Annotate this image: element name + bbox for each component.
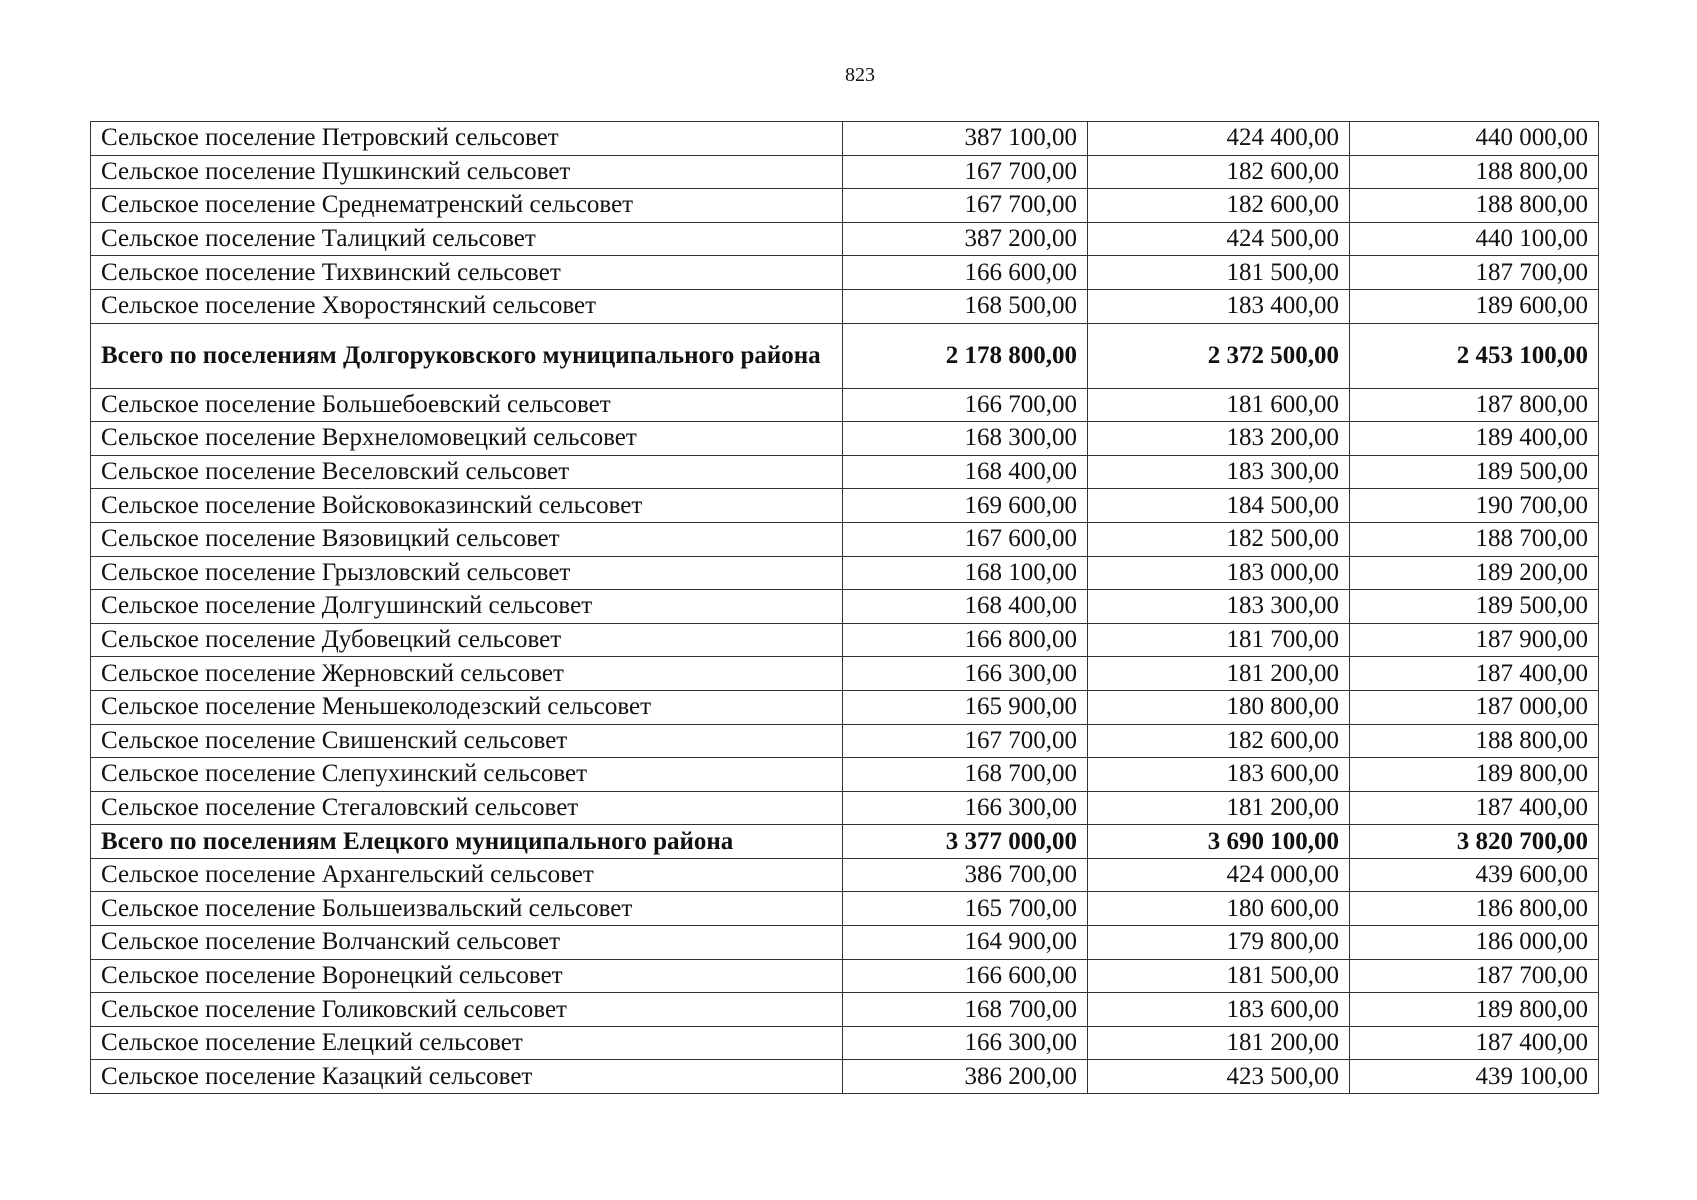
value-cell-1: 168 700,00 bbox=[843, 993, 1088, 1027]
settlement-name-cell: Сельское поселение Веселовский сельсовет bbox=[91, 455, 843, 489]
value-cell-3: 187 400,00 bbox=[1350, 657, 1599, 691]
value-cell-1: 166 600,00 bbox=[843, 959, 1088, 993]
value-cell-3: 187 700,00 bbox=[1350, 256, 1599, 290]
table-row bbox=[91, 256, 1599, 290]
table-row bbox=[91, 623, 1599, 657]
value-cell-3: 187 700,00 bbox=[1350, 959, 1599, 993]
table-row bbox=[91, 556, 1599, 590]
value-cell-1: 168 400,00 bbox=[843, 590, 1088, 624]
table-row bbox=[91, 758, 1599, 792]
table-row bbox=[91, 155, 1599, 189]
value-cell-1: 166 300,00 bbox=[843, 791, 1088, 825]
value-cell-1: 168 700,00 bbox=[843, 758, 1088, 792]
table-row bbox=[91, 455, 1599, 489]
value-cell-3: 186 800,00 bbox=[1350, 892, 1599, 926]
value-cell-3: 189 600,00 bbox=[1350, 289, 1599, 323]
value-cell-3: 188 800,00 bbox=[1350, 189, 1599, 223]
settlement-name-cell: Сельское поселение Большебоевский сельсовет bbox=[91, 388, 843, 422]
total-row bbox=[91, 323, 1599, 388]
value-cell-1: 165 700,00 bbox=[843, 892, 1088, 926]
value-cell-2: 181 200,00 bbox=[1088, 791, 1350, 825]
value-cell-3: 187 800,00 bbox=[1350, 388, 1599, 422]
value-cell-2: 183 600,00 bbox=[1088, 993, 1350, 1027]
value-cell-1: 168 400,00 bbox=[843, 455, 1088, 489]
value-cell-2: 183 200,00 bbox=[1088, 422, 1350, 456]
value-cell-3: 439 600,00 bbox=[1350, 858, 1599, 892]
settlement-name-cell: Сельское поселение Голиковский сельсовет bbox=[91, 993, 843, 1027]
settlement-name-cell: Сельское поселение Волчанский сельсовет bbox=[91, 926, 843, 960]
value-cell-2: 181 500,00 bbox=[1088, 256, 1350, 290]
value-cell-1: 167 600,00 bbox=[843, 522, 1088, 556]
value-cell-3: 187 900,00 bbox=[1350, 623, 1599, 657]
value-cell-2: 181 500,00 bbox=[1088, 959, 1350, 993]
table-row bbox=[91, 222, 1599, 256]
value-cell-1: 165 900,00 bbox=[843, 690, 1088, 724]
table-row bbox=[91, 1026, 1599, 1060]
value-cell-3: 187 400,00 bbox=[1350, 791, 1599, 825]
budget-table-body bbox=[91, 122, 1599, 1094]
value-cell-3: 440 000,00 bbox=[1350, 122, 1599, 156]
settlement-name-cell: Сельское поселение Вязовицкий сельсовет bbox=[91, 522, 843, 556]
value-cell-1: 168 500,00 bbox=[843, 289, 1088, 323]
value-cell-3: 186 000,00 bbox=[1350, 926, 1599, 960]
value-cell-1: 168 100,00 bbox=[843, 556, 1088, 590]
settlement-name-cell: Сельское поселение Среднематренский сельсовет bbox=[91, 189, 843, 223]
table-row bbox=[91, 858, 1599, 892]
table-row bbox=[91, 189, 1599, 223]
table-row bbox=[91, 724, 1599, 758]
value-cell-2: 183 300,00 bbox=[1088, 455, 1350, 489]
value-cell-1: 167 700,00 bbox=[843, 155, 1088, 189]
value-cell-2: 180 800,00 bbox=[1088, 690, 1350, 724]
settlement-name-cell: Сельское поселение Воронецкий сельсовет bbox=[91, 959, 843, 993]
table-row bbox=[91, 122, 1599, 156]
value-cell-1: 166 600,00 bbox=[843, 256, 1088, 290]
value-cell-3: 188 800,00 bbox=[1350, 155, 1599, 189]
settlement-name-cell: Сельское поселение Меньшеколодезский сельсовет bbox=[91, 690, 843, 724]
value-cell-1: 2 178 800,00 bbox=[843, 323, 1088, 388]
value-cell-3: 188 700,00 bbox=[1350, 522, 1599, 556]
settlement-name-cell: Сельское поселение Большеизвальский сельсовет bbox=[91, 892, 843, 926]
value-cell-2: 182 600,00 bbox=[1088, 724, 1350, 758]
value-cell-2: 424 500,00 bbox=[1088, 222, 1350, 256]
budget-table bbox=[90, 121, 1599, 1094]
value-cell-3: 187 000,00 bbox=[1350, 690, 1599, 724]
settlement-name-cell: Сельское поселение Долгушинский сельсовет bbox=[91, 590, 843, 624]
value-cell-2: 424 400,00 bbox=[1088, 122, 1350, 156]
settlement-name-cell: Сельское поселение Хворостянский сельсовет bbox=[91, 289, 843, 323]
table-row bbox=[91, 422, 1599, 456]
settlement-name-cell: Сельское поселение Елецкий сельсовет bbox=[91, 1026, 843, 1060]
table-row bbox=[91, 522, 1599, 556]
table-row bbox=[91, 791, 1599, 825]
value-cell-2: 182 500,00 bbox=[1088, 522, 1350, 556]
settlement-name-cell: Сельское поселение Грызловский сельсовет bbox=[91, 556, 843, 590]
value-cell-1: 168 300,00 bbox=[843, 422, 1088, 456]
value-cell-2: 424 000,00 bbox=[1088, 858, 1350, 892]
value-cell-3: 189 200,00 bbox=[1350, 556, 1599, 590]
settlement-name-cell: Сельское поселение Свишенский сельсовет bbox=[91, 724, 843, 758]
settlement-name-cell: Сельское поселение Дубовецкий сельсовет bbox=[91, 623, 843, 657]
value-cell-3: 190 700,00 bbox=[1350, 489, 1599, 523]
page-number: 823 bbox=[845, 64, 875, 86]
settlement-name-cell: Сельское поселение Архангельский сельсовет bbox=[91, 858, 843, 892]
value-cell-1: 386 200,00 bbox=[843, 1060, 1088, 1094]
value-cell-3: 187 400,00 bbox=[1350, 1026, 1599, 1060]
value-cell-1: 166 300,00 bbox=[843, 1026, 1088, 1060]
settlement-name-cell: Сельское поселение Стегаловский сельсовет bbox=[91, 791, 843, 825]
value-cell-3: 3 820 700,00 bbox=[1350, 825, 1599, 859]
table-row bbox=[91, 993, 1599, 1027]
table-row bbox=[91, 489, 1599, 523]
value-cell-1: 164 900,00 bbox=[843, 926, 1088, 960]
value-cell-3: 189 500,00 bbox=[1350, 455, 1599, 489]
value-cell-2: 182 600,00 bbox=[1088, 155, 1350, 189]
value-cell-1: 167 700,00 bbox=[843, 189, 1088, 223]
value-cell-1: 167 700,00 bbox=[843, 724, 1088, 758]
value-cell-3: 2 453 100,00 bbox=[1350, 323, 1599, 388]
table-row bbox=[91, 926, 1599, 960]
total-row bbox=[91, 825, 1599, 859]
value-cell-1: 166 300,00 bbox=[843, 657, 1088, 691]
value-cell-1: 387 100,00 bbox=[843, 122, 1088, 156]
settlement-name-cell: Всего по поселениям Долгоруковского муниципального района bbox=[91, 323, 843, 388]
value-cell-1: 386 700,00 bbox=[843, 858, 1088, 892]
settlement-name-cell: Сельское поселение Талицкий сельсовет bbox=[91, 222, 843, 256]
value-cell-2: 181 200,00 bbox=[1088, 657, 1350, 691]
value-cell-2: 183 000,00 bbox=[1088, 556, 1350, 590]
settlement-name-cell: Сельское поселение Верхнеломовецкий сельсовет bbox=[91, 422, 843, 456]
value-cell-2: 181 700,00 bbox=[1088, 623, 1350, 657]
value-cell-2: 2 372 500,00 bbox=[1088, 323, 1350, 388]
settlement-name-cell: Сельское поселение Войсковоказинский сельсовет bbox=[91, 489, 843, 523]
settlement-name-cell: Сельское поселение Петровский сельсовет bbox=[91, 122, 843, 156]
settlement-name-cell: Всего по поселениям Елецкого муниципального района bbox=[91, 825, 843, 859]
table-row bbox=[91, 388, 1599, 422]
value-cell-3: 189 800,00 bbox=[1350, 993, 1599, 1027]
value-cell-2: 183 600,00 bbox=[1088, 758, 1350, 792]
settlement-name-cell: Сельское поселение Слепухинский сельсовет bbox=[91, 758, 843, 792]
table-row bbox=[91, 959, 1599, 993]
value-cell-2: 3 690 100,00 bbox=[1088, 825, 1350, 859]
table-row bbox=[91, 892, 1599, 926]
value-cell-2: 181 600,00 bbox=[1088, 388, 1350, 422]
table-row bbox=[91, 1060, 1599, 1094]
table-row bbox=[91, 657, 1599, 691]
value-cell-3: 189 800,00 bbox=[1350, 758, 1599, 792]
value-cell-3: 189 500,00 bbox=[1350, 590, 1599, 624]
value-cell-2: 423 500,00 bbox=[1088, 1060, 1350, 1094]
value-cell-3: 439 100,00 bbox=[1350, 1060, 1599, 1094]
value-cell-3: 189 400,00 bbox=[1350, 422, 1599, 456]
value-cell-2: 183 300,00 bbox=[1088, 590, 1350, 624]
value-cell-1: 169 600,00 bbox=[843, 489, 1088, 523]
value-cell-2: 181 200,00 bbox=[1088, 1026, 1350, 1060]
table-row bbox=[91, 690, 1599, 724]
table-row bbox=[91, 590, 1599, 624]
value-cell-2: 184 500,00 bbox=[1088, 489, 1350, 523]
value-cell-1: 3 377 000,00 bbox=[843, 825, 1088, 859]
value-cell-3: 440 100,00 bbox=[1350, 222, 1599, 256]
settlement-name-cell: Сельское поселение Жерновский сельсовет bbox=[91, 657, 843, 691]
value-cell-1: 387 200,00 bbox=[843, 222, 1088, 256]
settlement-name-cell: Сельское поселение Казацкий сельсовет bbox=[91, 1060, 843, 1094]
table-row bbox=[91, 289, 1599, 323]
value-cell-2: 180 600,00 bbox=[1088, 892, 1350, 926]
value-cell-2: 183 400,00 bbox=[1088, 289, 1350, 323]
value-cell-3: 188 800,00 bbox=[1350, 724, 1599, 758]
value-cell-1: 166 800,00 bbox=[843, 623, 1088, 657]
settlement-name-cell: Сельское поселение Тихвинский сельсовет bbox=[91, 256, 843, 290]
value-cell-2: 182 600,00 bbox=[1088, 189, 1350, 223]
value-cell-2: 179 800,00 bbox=[1088, 926, 1350, 960]
settlement-name-cell: Сельское поселение Пушкинский сельсовет bbox=[91, 155, 843, 189]
value-cell-1: 166 700,00 bbox=[843, 388, 1088, 422]
